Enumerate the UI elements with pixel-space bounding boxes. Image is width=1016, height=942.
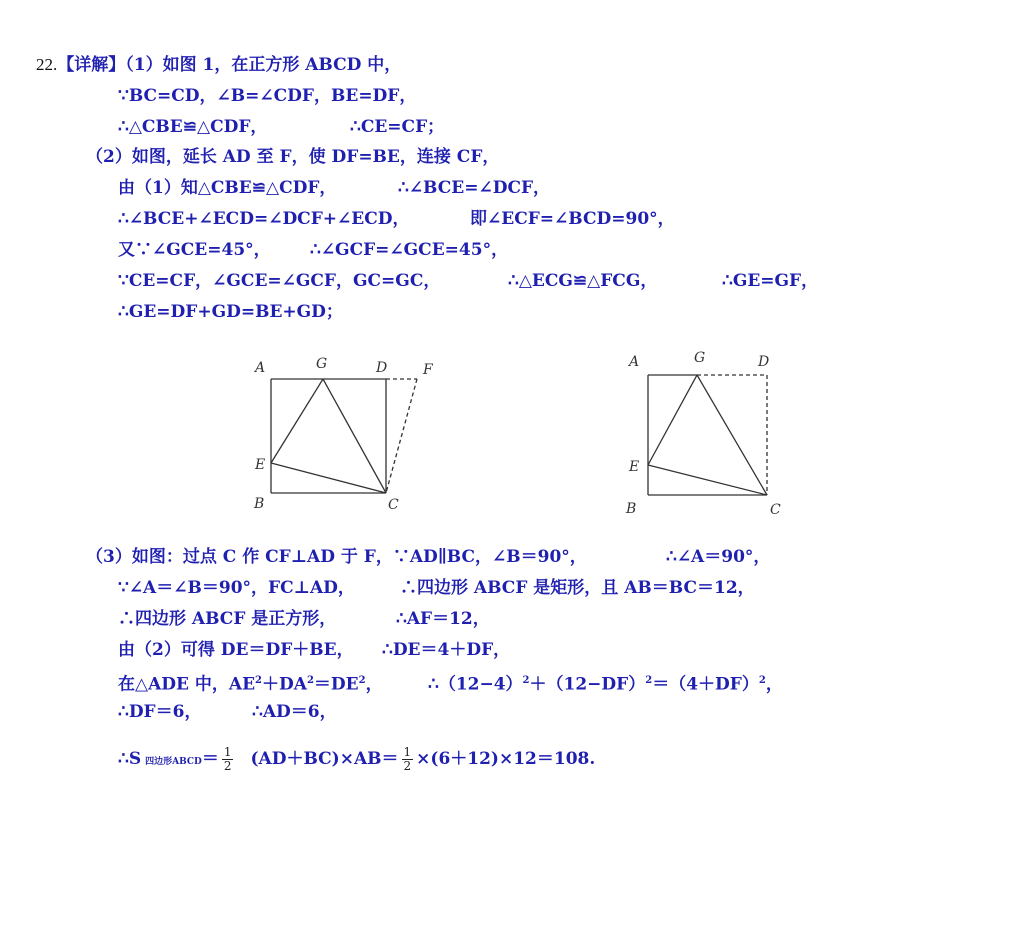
sq-sup-2: 2 [306,675,314,686]
area-end: ×(6＋12)×12＝108. [416,749,596,769]
part3-line5e: ∴（12−4） [428,674,523,695]
part3-line5-right [428,670,783,696]
heading-label: 【详解】 [57,55,126,75]
fig1-label-e: E [255,457,266,473]
area-prefix: ∴S [118,749,142,769]
sq-sup-1: 2 [255,675,262,686]
fig2-segment-ge [648,375,697,465]
sq-sup-3: 2 [358,675,366,686]
part1-line1: （1）如图 1，在正方形 ABCD 中， [125,55,402,75]
area-subscript: 四边形ABCD [145,757,202,767]
part2-line5b: ∴△ECG≌△FCG， [508,271,658,291]
part3-line6a: ∴DF＝6， [118,702,202,722]
fig1-label-f: F [423,362,433,378]
fig1-segment-ec [271,463,386,493]
area-mid: (AD＋BC)×AB＝ [250,749,399,769]
part3-line5f: ＋（12−DF） [529,674,646,695]
part3-line5g: ＝（4＋DF） [652,674,759,695]
part3-area-formula [118,742,595,779]
fig2-segment-gc [697,375,767,495]
fig1-label-g: G [316,356,328,372]
part2-line3a: ∴∠BCE+∠ECD=∠DCF+∠ECD， [118,209,410,229]
part3-line5c: ＝DE [313,674,359,695]
fraction-denominator-2: 2 [403,759,412,773]
fig2-segment-ec [648,465,767,495]
area-equals: ＝ [201,749,219,769]
part3-line6b: ∴AD＝6， [252,702,337,722]
fig2-label-g: G [694,350,706,366]
fig1-dashed-fc [386,379,417,493]
fig1-label-d: D [376,360,388,376]
fig2-label-d: D [758,354,770,370]
part3-line3a: ∴四边形 ABCF 是正方形， [118,609,337,629]
fraction-numerator: 1 [223,745,232,759]
part2-line2b: ∴∠BCE=∠DCF， [398,178,551,198]
part3-line2a: ∵∠A＝∠B＝90°，FC⊥AD， [118,578,355,598]
part3-line5d: ， [365,674,383,695]
fig2-label-c: C [770,502,781,518]
fig1-segment-gc [323,379,386,493]
part2-line1: （2）如图，延长 AD 至 F，使 DF=BE，连接 CF， [86,147,500,167]
fig1-label-a: A [255,360,266,376]
fraction-denominator: 2 [223,759,232,773]
figure-2-square-diagram [615,340,795,525]
figure-1-square-diagram [240,350,450,520]
part2-line4b: ∴∠GCF=∠GCE=45°， [310,240,509,260]
sq-sup-5: 2 [645,675,653,686]
problem-number: 22. [36,55,58,74]
part3-line5-left [118,670,383,696]
fig1-label-c: C [388,497,399,513]
part3-line4b: ∴DE＝4＋DF， [382,640,511,660]
part2-line6: ∴GE=DF+GD=BE+GD； [118,302,343,322]
part3-line2b: ∴四边形 ABCF 是矩形，且 AB＝BC＝12， [400,578,755,598]
part2-line4a: 又∵∠GCE=45°， [118,240,271,260]
fig2-label-b: B [626,501,637,517]
sq-sup-6: 2 [758,675,766,686]
part3-line5a: 在△ADE 中，AE [118,674,256,695]
fig1-label-b: B [254,496,265,512]
part2-line2a: 由（1）知△CBE≌△CDF， [118,178,337,198]
fraction-one-half [222,746,234,773]
fig1-segment-ge [271,379,323,463]
part3-line1b: ∴∠A＝90°， [666,547,771,567]
part1-line3b: ∴CE=CF； [350,117,445,137]
fraction-one-half-2 [402,746,414,773]
part2-line3b: 即∠ECF=∠BCD=90°， [470,209,675,229]
fig2-label-e: E [629,459,640,475]
part3-line1a: （3）如图：过点 C 作 CF⊥AD 于 F，∵AD∥BC，∠B＝90°， [86,547,587,567]
fig2-label-a: A [629,354,640,370]
fraction-numerator-2: 1 [403,745,412,759]
part3-line5h: ， [765,674,783,695]
sq-sup-4: 2 [522,675,530,686]
part2-line5a: ∵CE=CF，∠GCE=∠GCF，GC=GC， [118,271,441,291]
part2-line5c: ∴GE=GF， [722,271,819,291]
part3-line5b: ＋DA [262,674,307,695]
solution-heading [36,54,401,76]
part3-line3b: ∴AF＝12， [396,609,490,629]
part3-line4a: 由（2）可得 DE＝DF＋BE， [118,640,354,660]
part1-line2: ∵BC=CD，∠B=∠CDF，BE=DF， [118,86,417,106]
part1-line3a: ∴△CBE≌△CDF， [118,117,268,137]
